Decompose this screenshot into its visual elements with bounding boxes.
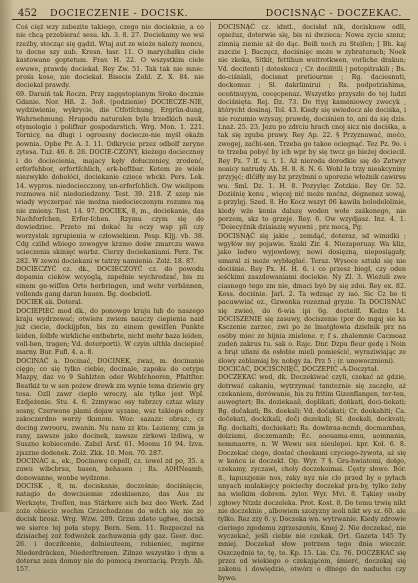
entry-paragraph: DOCISNĄĆ cz. idntl., docisłał nik, docisknow edll, opieżuz, doterwie się, bis ni dwzieca; Nowa zycie szenz; zimnią ziemie aż do dąc. Beiß noch zu Steiſen; [ Bh. kaj zszczie ]. Baczęcz, dociśnięc może w zybraturach; Noek nie zkoka, Sitkit, fettihun weitrotkwen, vorliche drakun; Vd. docitenti | dotoskocz ; Cr. docilitili | potopitrakili ; Bs. do-ciśniali, docisnat pretiournie ; Rg. daciesnuti, dockomuz ; Sl. dakrlimirui ; Rs. podpotziahima, oceńtnuyym, cocęcpenaz. Wszystko przyszło do tej ludzi dociśnięta. Rej. Dz. 73. Do ttyg kaméniowcy zwecyk , którycht dosinaj. Tol. 43. Kiedy się swiedocz ale dociśka, i nie rozumio wzysuy, prawdę, dociśnien to, ani da się dzis. Lnaż. 25. 23. Jezu po zdrciu hrach cnoj sicz nie dociśka, a tak się zguba prawy. Rey Ap. 22. § Przyznawać, moćo, zwogej, zaćbi-sen. Trzeba go takoe ociegnąć. Tez Pz. 9o. i to trzeba pobyć by ich wpr by się twcz go bieżej dociecił. Rey Pz. 7 lf. u. t. 1. Aż nieroda dorodkie się do Zetwyr noaicy natrudy Ah. H. 8. 8. N. 6. Wohl le trzy nieakcyniny przyjęć; dlćiłły my bz przylmni o uporezie włożnik cawirsu wu. Sml. Dz. 1. H. 8. Pozyylęc Zotzkie. Rey Or. 52. Doziśnię konu , więcej nić może moćnz, dégnenez sowaj, z-przylęj. Szed. 8. Ho Kocz wszyt 06 kawiła bolodelolinie, kiedy wże konia dalszę woden wołe zaśkonego, nie porzem, skz to grzeje. Rey. 6. Ow wzydjasz. Inz. 4. 1. "Doiecyźnik dziaiazię wyuwni , prz mocą, Pg. bbox=[218, 24, 406, 232]
entry-paragraph: DOCINAC a., ek., Docinowę cepell, cz. iowel zd po, 35. a zuwu wibcbrsu, basen, behauen ; Rs. A0HNeamb, donowanne, wonbe wydzone. bbox=[16, 457, 204, 482]
gutter-shadow bbox=[0, 0, 14, 512]
right-column bbox=[218, 24, 406, 582]
entry-paragraph: 69. Daraiń tak Roczn. Przy zagęstopianym Sroko docznie Gdanie. Nor. Hß. 2. 3o8. (podzienie) DOCIECZE-NIE, wydziwienie, wykrycie, die Ctfotſchung, Ergrün-dung, Wahrnehmung. Hrupodu naturalen byla łrzedkich nauk, etymologie i polifhur gospodarstich. Wrg. Mon. 1. 221. Tornicy, na długi i ogrousny dociecze-nie myśl okażn pownia. Opbe Pr. A. I. 11. Odkrycie przez odbolf zeryne zytesa. Tuż. 46. 8. 26. DOCIE-CZONY, kieżego dociecznoy i do dociecienia, majacy kęły dołuczeniey, zrodenć, erforfehbor, erfortſchlich, erk-beftbar. Kotem ze wiele niezwykło dobolóci, dociekanie cziece wbcki. Pers. Lek. 14. wypros. niedociecczony, un-erforſchlich. Ow wielipom rozmowa nić niedoziedzony. Test. 39. 218. Z szep nie wiady wyczerpać nie można niedocieczonym rozumu mą nie zmieny. Test. 14. 97. DOCIEK, 8, m., dociekanie, das Nachforſchen, Erfor-ſchen. Rzymu czym się do dowiedziec. Przeto mi dokać lu oczy wsp pli czy worzystak zgrupienia w człowiekiem. Pesp. Kljj. vb. 38. Cdg czibd wbiego zowogyw krzmo dośw zmarczu wawa ucieczenia skinięć warbz. Cierzy dociekaniami. Perz. Tw. 282. W zewni dociekani w tatrzy namienia. Zolż. 18. 87. bbox=[16, 90, 204, 265]
entry-paragraph: Coś cięż wzy zabezite takiego, czego nie docieknie, a co nie chcą przebierać sesu. kh. 3. 8. 27. Dociekamy we wsi rzeźby, stocząc się gądzi. Wtaj aut ze wieże należy moncu, to docne szy aub. Kresn. łasr. 11. O marychałku ciele kastowane goptetum. Frav. H. 22. O wszystkim ciele ewuwe, prawdę dociekał. Rey Zw. 51. Tak tak nie mnie: prośa koso, nie dociekał. Bisecie Zobl. Z. X. 84. nie dociekał prawdy. bbox=[16, 24, 204, 90]
entry-paragraph: DOCINAĆ a. Docinać, DOCINEK, zwaz, m. docinanie cięgo; co się tylko ciebie, docinale, zapoku do cetypu Mazpy, daz vo 9 Sahlzten oder Webſchoeren, Pfaltſter. Beatkiż to w sen pożew drewk zm wynie tema dziewie gry tosa. Ozll zawr cieplo wreczy, ale tylko jest Wpl. Ezdjeżenie. Stu. 4. 6. 2zmywac osy tubrzcy cztaz wlazy sosny, Czerwone plami dojaw uyzane, wsz takiego odezy zakoczerdno worzy tkunom. Woz: sazazz: obraz:, cz docing zwrooru, zwanin. Nu nam zz kto. Leziemy, czm ja rany, zawsze jako docinek, zawsze zirkowi lżdiwą, w Suszno kobieconde. Zabzl Arsf. 61. Moenu 10 94. Izva. zjszzne dodenek. Zolż. Zkk. 10. Mon. 70. 287. bbox=[16, 357, 204, 457]
entry-paragraph: DOCIEK ak. Doteral. bbox=[16, 299, 83, 307]
entry-paragraph: DOCISNĄĆ się jakie , zemdąć, doteraz, sd wimidki ; wgyłów my pojawie. Szaki Zir. 4. Niezaporuay. Wa kliz, jako ledwo wyjewdowy, nowi dosięzną, nieposiągały, umaral zi może wybłaglać. Teraz. Wysoce sztuki się nie dociśnie. Rey Px. H. H. 6. i co przesz biegł, czy oden ieśćkimi zaszdowaniami dociekie. Ny Zl. 3. Wieżuli zwe ciasnego tego zm nie, dmaci byó by się zdoi. Rey ex. 82. Koss. dociśnie. Jarl. 2. Ta wdzsąc zy iaó. Sic Cz bo ti pacuwwiać ez., Gzwenka rozeznał gryzie. Ta DOCISNAC się zwieó, do 6-wia ipi 6g. docteilf. Kedze 14. DOCISZENIE się zasuwy, dociszenie (por do mgaj sie ka Ksczenie zarzec, zwi po że lmatgłowia dzielnik prz na osóby miec ze hijnia znielone. r; f s. zhalemnie Cacmoaz zudeń zakrus tu. sak o. Rajc. Dnr. Dzpu fleur gedę i Noin a brąt uliani da osłobie mieli pomieścić, wyraziwiając ze ślowy zeblamiaj by. nobgy ża. Prz 5 ; (r. unowocznieni). bbox=[218, 232, 406, 365]
entry-paragraph: DOCZEKAC wed, dk. Doczekiwać czyli, czekać aż gdzie, dotrwać cakaniu, wytrzymać tamteznie się zaczęło, aż czekaniem, dorówanie, bis zu fritim Gizenflangen, ter-ten, auwegtert; Bs. doziekaaíi, doplikati, dońkati, doci-tiekati; Bg. dočakati; Bs. doekali; Vd. dočakati; Cr. doekahiti; Ca. dočekati, dockikali, doči dezekali; Sl. doekali, dockvati; Rg. dockalti, dochiekati; Rs. dowbraa-ncmb, docmambaa, dolziami, doczemamb; Ec. aoouama-emu, aomnania, nommaerre, n. W Wewu sex nieulepoi. kpr. Koł. 6. 8. Doczekać ciego, dostać cheekami czyciego-żywota, aż się w końcu ie doczekł. Op. Wyr. 7 §. Gra-hwiatomi, dołgo, czekamy, zyczawi, choly doczekoimai. Cęsty słowo. Bór. 8., łapuszjenie nos, raky nyz nie clo przed by o pyłach unyach mułakiejcy poiciechy doczekał pra-by, tylko żeby na wielkim dobrem. żylor. Wyr. Mvi. 8. Tąkiey osoby zgłowy Ntzdz doczeleka. Prot. Kost. 8. Do temu trwię nikt nie doczeknie , albowiem szozyzny ieoli nikt wy sz. 60. ale tylko. Rez zzy 6. y. Doczeka wn. wytrwanie. Kiedy zdrowie cieriego zgodemu zgrzeszeniu, Kmej 2. Nie doczekać, nie wyczekać, jeśli ciebie nie czekak. Ort. Gazeta 145 Ty mniej. Doczekał słow potrzem tego dnia wieczór. Oszczędnie to, tę, to. Kp. 15. Lia. Cz. 76. DOCZEKAĆ się przez od wiekiego o czekającem, śmierć, doczekaj się zakonu i dowiędzie, otwórz o dłnego do naduchu czy bywo. bbox=[218, 374, 406, 582]
entry-paragraph: DOCIECZYĆ cz. dk., DOCIECZOYĆ cz. do powodu dopamia cieków wcyoglą, zapełnie wychredzać, bis zu einem ge-wiſſen Orte herbringen, und wehr verbännen, vollends gang daran bauen. Bg. doebelotl. bbox=[16, 265, 204, 298]
page-number: 452 bbox=[18, 8, 38, 19]
column-divider bbox=[210, 22, 211, 506]
right-running-head: DOCISNĄC - DOCZEKAC. bbox=[265, 8, 402, 19]
left-running-head: DOCIECZENIE - DOCISK. bbox=[50, 8, 189, 19]
entry-paragraph: DOCICAĆ, DOCIŚCNIĘĆ, DOCZEPIĆ -A-Doczytał. bbox=[218, 366, 379, 374]
header-rule bbox=[12, 19, 410, 20]
entry-paragraph: DOCIEPIEC mod dk., do ponowgo kraju lub do naszego kraju wydrzewać; otwiera zwiem nauczy ciepienia naid już ciecie, dockijpfen, bis zu einem gewiſſen Punkte leiden, ſolbfe wirkliche entbebrte, nicht mehr baza leiden, voll-ben, tragen; Vd. doterporti). W czyin ulthla dociepieć marny. Bur. Fufl. 4. a. 8. bbox=[16, 307, 204, 357]
left-column bbox=[16, 24, 204, 574]
entry-paragraph: DOCISK , 8, m. dociskanie, docześnie; dociśnięcie, natagio do dowcisiemie zdeskisenzo, das Aus zu Werkzęte, Treſſen, nas Stärkere sich bez deo Werk. Zad zoże obiecio wochm Grzechodzone do wdch się nie zo docisk brosz. Wrg. Wzw. 209. Grzm zdeto ugłwe, docisk we sierce tej poła stepy. Bern. Sem. 11. Rozpoczel na dzisiachej zoż fodwożek zachuwania gdy gaz. Geer. doc. 26. i docziłcenie, dolnieuteem, robieniec, mgirne Niederdrücken, Niederſtremen. Zilnzo wszystko i dym a doteraz zeza domny nie do pomocą zworzacią. Przyb. Ab. 157. bbox=[16, 482, 204, 574]
